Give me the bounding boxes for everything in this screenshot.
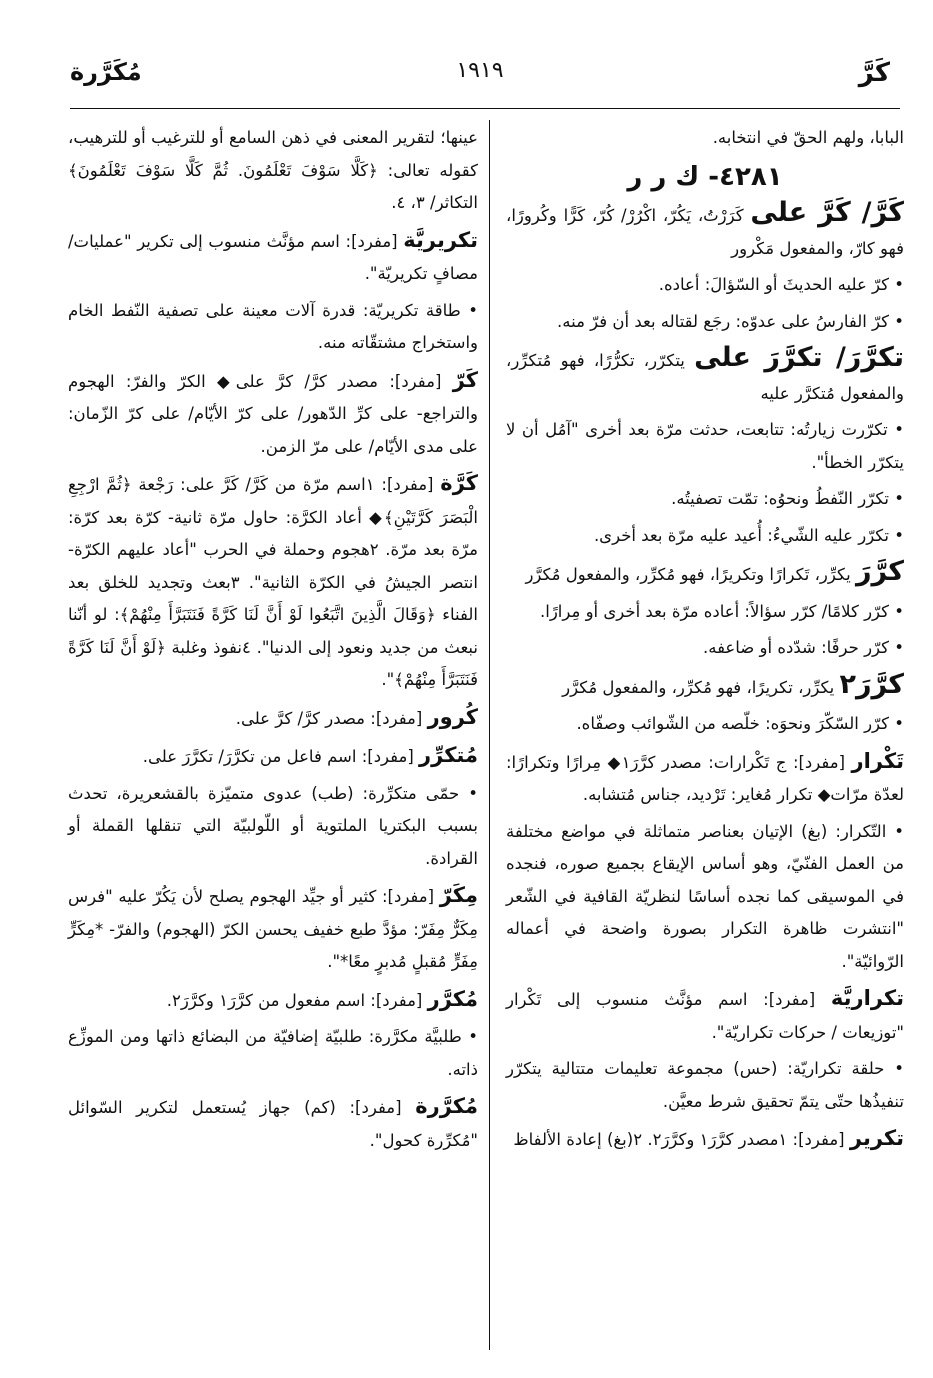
running-headword-right: كَرَّ (858, 58, 890, 88)
sense-item: • طلبيَّة مكرَّرة: طلبيّة إضافيّة من البضائع ذاتها ومن الموزِّع ذاته. (68, 1027, 478, 1079)
entry (68, 1090, 478, 1157)
entry-headword: كرَّرَ٢ (839, 668, 904, 700)
sense-item: • كرّر كلامًا/ كرّر سؤالاً: أعاده مرّة بعد أخرى أو مِرارًا. (540, 601, 904, 621)
entry-headword: مُكرَّر (427, 986, 478, 1011)
entry-headword: كُرور (427, 704, 478, 729)
entry (68, 224, 478, 291)
sense-item: • تكرّرت زيارتُه: تتابعت، حدثت مرّة بعد أخرى "آمُل أن لا يتكرّر الخطأ". (506, 420, 904, 472)
entry-headword: مُكرَّرة (415, 1094, 478, 1118)
entry-text: [مفرد]: ج تَكْرارات: مصدر كرَّرَ١◆ مِرارًا وتكرارًا: لعدّة مرّات◆ تكرار مُغاير: تَرْديد، جناس مُتشابه. (506, 752, 904, 804)
entry-text: [مفرد]: (كم) جهاز يُستعمل لتكرير السّوائل "مُكرِّرة كحول". (68, 1098, 478, 1150)
entry-continuation: عينها؛ لتقرير المعنى في ذهن السامع أو للترغيب أو للترهيب، كقوله تعالى: ﴿كَلَّا سَوْفَ تَعْلَمُونَ. ثُمَّ كَلَّا سَوْفَ تَعْلَمُونَ﴾ التكاثر/ ٣، ٤. (68, 128, 478, 212)
entry (68, 983, 478, 1018)
entry-headword: تكرير (849, 1126, 904, 1150)
sense-item: • تكرّر عليه الشّيءُ: أُعيد عليه مرّة بعد أخرى. (593, 525, 904, 545)
entry (506, 556, 904, 592)
sense-item: • كرّ الفارسُ على عدوّه: رجَع لقتاله بعد أن فرّ منه. (557, 311, 904, 331)
page-header (70, 50, 890, 90)
entry-headword: تكرَّرَ/ تكرَّرَ على (694, 342, 904, 373)
entry-text: كَرَرْتُ، يَكُرّ، اكْرُرْ/ كُرّ، كَرًّا وكُرورًا، فهو كارّ، والمفعول مَكْرور (506, 206, 904, 258)
entry (506, 669, 904, 705)
sense-item: • كرّ عليه الحديثَ أو السّؤالَ: أعاده. (658, 275, 904, 294)
entry-headword: كَرَّة (440, 471, 478, 495)
entry-headword: تكريريَّة (403, 227, 478, 252)
entry-text: يكرِّر، تكريرًا، فهو مُكرِّر، والمفعول مُكرَّر (562, 677, 835, 697)
entry-headword: مِكَرّ (439, 883, 478, 907)
entry-headword: مُتكرِّر (419, 743, 478, 767)
entry (68, 467, 478, 697)
left-column (68, 122, 478, 1161)
sense-item: • تكرّر النّفطُ ونحوُه: تمّت تصفيتُه. (671, 489, 904, 508)
entry-text: [مفرد]: اسم فاعل من تكرَّرَ/ تكرَّرَ على. (142, 747, 414, 766)
entry-text: يتكرّر، تكرُّرًا، فهو مُتكرِّر، والمفعول مُتكرَّر عليه (506, 351, 904, 403)
entry (68, 701, 478, 736)
sense-item: • حلقة تكراريّة: (حس) مجموعة تعليمات متتالية يتكرّر تنفيذُها حتّى يتمّ تحقيق شرط معيَّن. (506, 1059, 904, 1111)
entry-text: [مفرد]: مصدر كرَّ/ كرَّ على◆ الكرّ والفرّ: الهجوم والتراجع- على كرِّ الدّهور/ على كرّ الأيّام/ على كرّ الزّمان: على مدى الأيّام/ على مرّ الزمن. (68, 371, 478, 456)
entry (68, 879, 478, 979)
entry (506, 342, 904, 410)
entry (68, 739, 478, 774)
column-divider (489, 120, 490, 1350)
entry (506, 197, 904, 265)
entry-text: [مفرد]: اسم مؤنَّث منسوب إلى تكرير "عمليات/ مصافٍ تكريريّة". (68, 231, 478, 283)
entry-headword: تَكْرار (851, 748, 904, 773)
entry-text: [مفرد]: اسم مفعول من كرَّرَ١ وكرَّرَ٢. (166, 990, 423, 1010)
entry-headword: كَرَّ/ كَرَّ على (750, 197, 904, 228)
entry-text: يكرِّر، تَكرارًا وتكريرًا، فهو مُكرِّر، والمفعول مُكرَّر (525, 565, 851, 584)
header-rule (70, 108, 900, 109)
entry (506, 982, 904, 1049)
running-headword-left: مُكَرَّرة (70, 58, 142, 86)
entry-text: [مفرد]: مصدر كرَّ/ كرَّ على. (235, 708, 423, 728)
entry (68, 364, 478, 464)
sense-item: • حمّى متكرِّرة: (طب) عدوى متميّزة بالقشعريرة، تحدث بسبب البكتريا الملتوية أو اللّولبيّة التي تنقلها القملة أو القرادة. (68, 783, 478, 868)
entry-headword: كَرّ (452, 367, 479, 392)
entry-headword: تكراريَّة (830, 986, 904, 1010)
entry-text: [مفرد]: ١اسم مرّة من كَرَّ/ كَرَّ على: رَجْعة ﴿ثُمَّ ارْجِعِ الْبَصَرَ كَرَّتَيْنِ﴾◆ أعاد الكرَّة: حاول مرّة ثانية- كرّة بعد كرّة: مرّة بعد مرّة. ٢هجوم وحملة في الحرب "أعاد عليهم الكرّة- انتصر الجيشُ في الكرّة الثانية". ٣بعث وتجديد للخلق بعد الفناء ﴿وَقَالَ الَّذِينَ اتَّبَعُوا لَوْ أَنَّ لَنَا كَرَّةً فَنَتَبَرَّأَ مِنْهُمْ﴾: لو أنّنا نبعث من جديد ونعود إلى الدنيا". ٤نفوذ وغلبة ﴿لَوْ أَنَّ لَنَا كَرَّةً فَنَتَبَرَّأَ مِنْهُمْ﴾". (68, 475, 479, 689)
entry (506, 745, 904, 812)
right-column (506, 122, 904, 1161)
entry-text: [مفرد]: كثير أو جيِّد الهجوم يصلح لأن يَكُرّ عليه "فرس مِكَرٌّ مِفَرّ: مؤدَّ طبع خفيف يحسن الكرّ (الهجوم) والفرّ- *مِكَرٍّ مِفَرٍّ مُقبلٍ مُدبرٍ معًا*". (68, 887, 478, 971)
sense-item: • طاقة تكريريّة: قدرة آلات معينة على تصفية النّفط الخام واستخراج مشتقّاته منه. (68, 300, 478, 352)
root-heading: ٤٢٨١- ك ر ر (627, 161, 783, 192)
sense-item: • التّكرار: (بغ) الإتيان بعناصر متماثلة في مواضع مختلفة من العمل الفنّيّ، وهو أساس الإيقاع بجميع صوره، فنجده في الموسيقى كما نجده أساسًا لنظريّة القافية في الشّعر "انتشرت ظاهرة التكرار بصورة واضحة في أعماله الرّوائيّة". (506, 821, 904, 971)
entry-text: [مفرد]: ١مصدر كرَّرَ١ وكرَّرَ٢. ٢(بغ) إعادة الألفاظ (513, 1130, 845, 1149)
sense-item: • كرّر السّكّرَ ونحوَه: خلّصه من الشّوائب وصفّاه. (576, 714, 904, 733)
sense-item: • كرّر حرفًا: شدّده أو ضاعفه. (702, 638, 904, 657)
entry-continuation: البابا، ولهم الحقّ في انتخابه. (712, 128, 904, 147)
entry-text: [مفرد]: اسم مؤنَّث منسوب إلى تَكْرار "توزيعات / حركات تكراريّة". (506, 990, 904, 1042)
entry-headword: كرَّرَ (855, 556, 904, 587)
entry (506, 1122, 904, 1157)
page-number: ١٩١٩ (456, 58, 504, 83)
